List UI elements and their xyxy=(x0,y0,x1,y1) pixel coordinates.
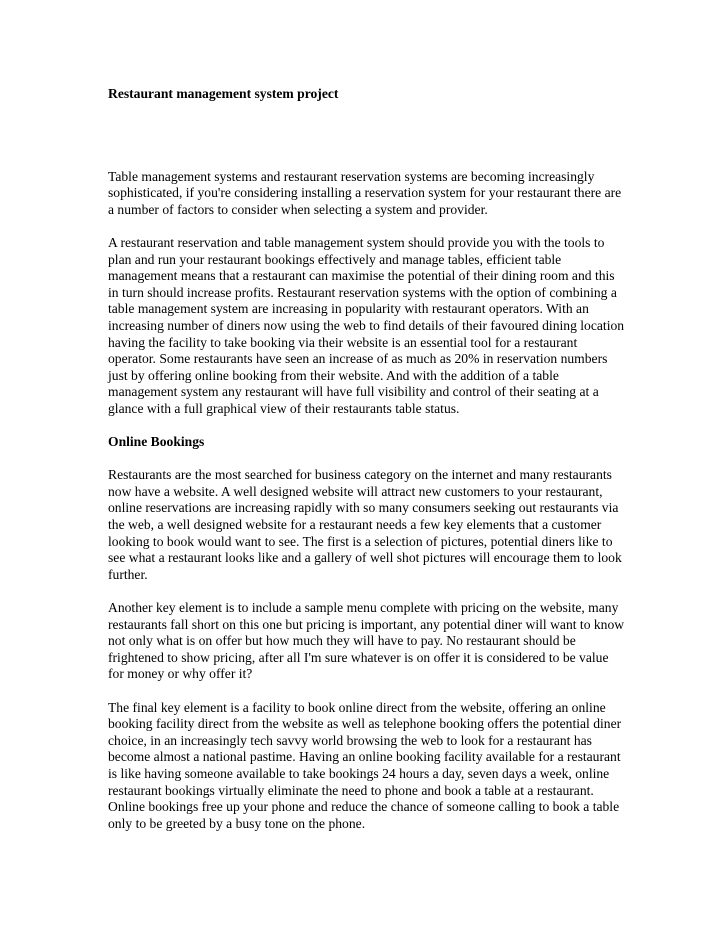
intro-paragraph-1: Table management systems and restaurant reservation systems are becoming increasingly sophisticated, if you're considering installing a reservation system for your restaurant there are a number of factors to consider when selecting a system and provider. xyxy=(108,168,622,217)
section-heading-online-bookings: Online Bookings xyxy=(108,434,205,450)
section-paragraph-3: The final key element is a facility to book online direct from the website, offering an online booking facility direct from the website as well as telephone booking offers the potential diner choice, in an increasingly tech savvy world browsing the web to look for a restaurant has become almost a national pastime. Having an online booking facility available for a restaurant is like having someone available to take bookings 24 hours a day, seven days a week, online restaurant bookings virtually eliminate the need to phone and book a table at a restaurant. Online bookings free up your phone and reduce the chance of someone calling to book a table only to be greeted by a busy tone on the phone. xyxy=(108,699,622,831)
section-paragraph-1: Restaurants are the most searched for business category on the internet and many restaurants now have a website. A well designed website will attract new customers to your restaurant, online reservations are increasing rapidly with so many consumers seeking out restaurants via the web, a well designed website for a restaurant needs a few key elements that a customer looking to book would want to see. The first is a selection of pictures, potential diners like to see what a restaurant looks like and a gallery of well shot pictures will encourage them to look further. xyxy=(108,467,622,582)
title-spacer xyxy=(108,103,626,169)
intro-paragraph-2: A restaurant reservation and table management system should provide you with the tools to plan and run your restaurant bookings effectively and manage tables, efficient table management means that a restaurant can maximise the potential of their dining room and this in turn should increase profits. Restaurant reservation systems with the option of combining a table management system are increasing in popularity with restaurant operators. With an increasing number of diners now using the web to find details of their favoured dining location having the facility to take booking via their website is an essential tool for a restaurant operator. Some restaurants have seen an increase of as much as 20% in reservation numbers just by offering online booking from their website. And with the addition of a table management system any restaurant will have full visibility and control of their seating at a glance with a full graphical view of their restaurants table status. xyxy=(108,234,625,416)
document-title: Restaurant management system project xyxy=(108,86,339,101)
section-paragraph-2: Another key element is to include a sample menu complete with pricing on the website, many restaurants fall short on this one but pricing is important, any potential diner will want to know not only what is on offer but how much they will have to pay. No restaurant should be frightened to show pricing, after all I'm sure whatever is on offer it is considered to be value for money or why offer it? xyxy=(108,600,625,682)
document-body xyxy=(108,86,626,849)
